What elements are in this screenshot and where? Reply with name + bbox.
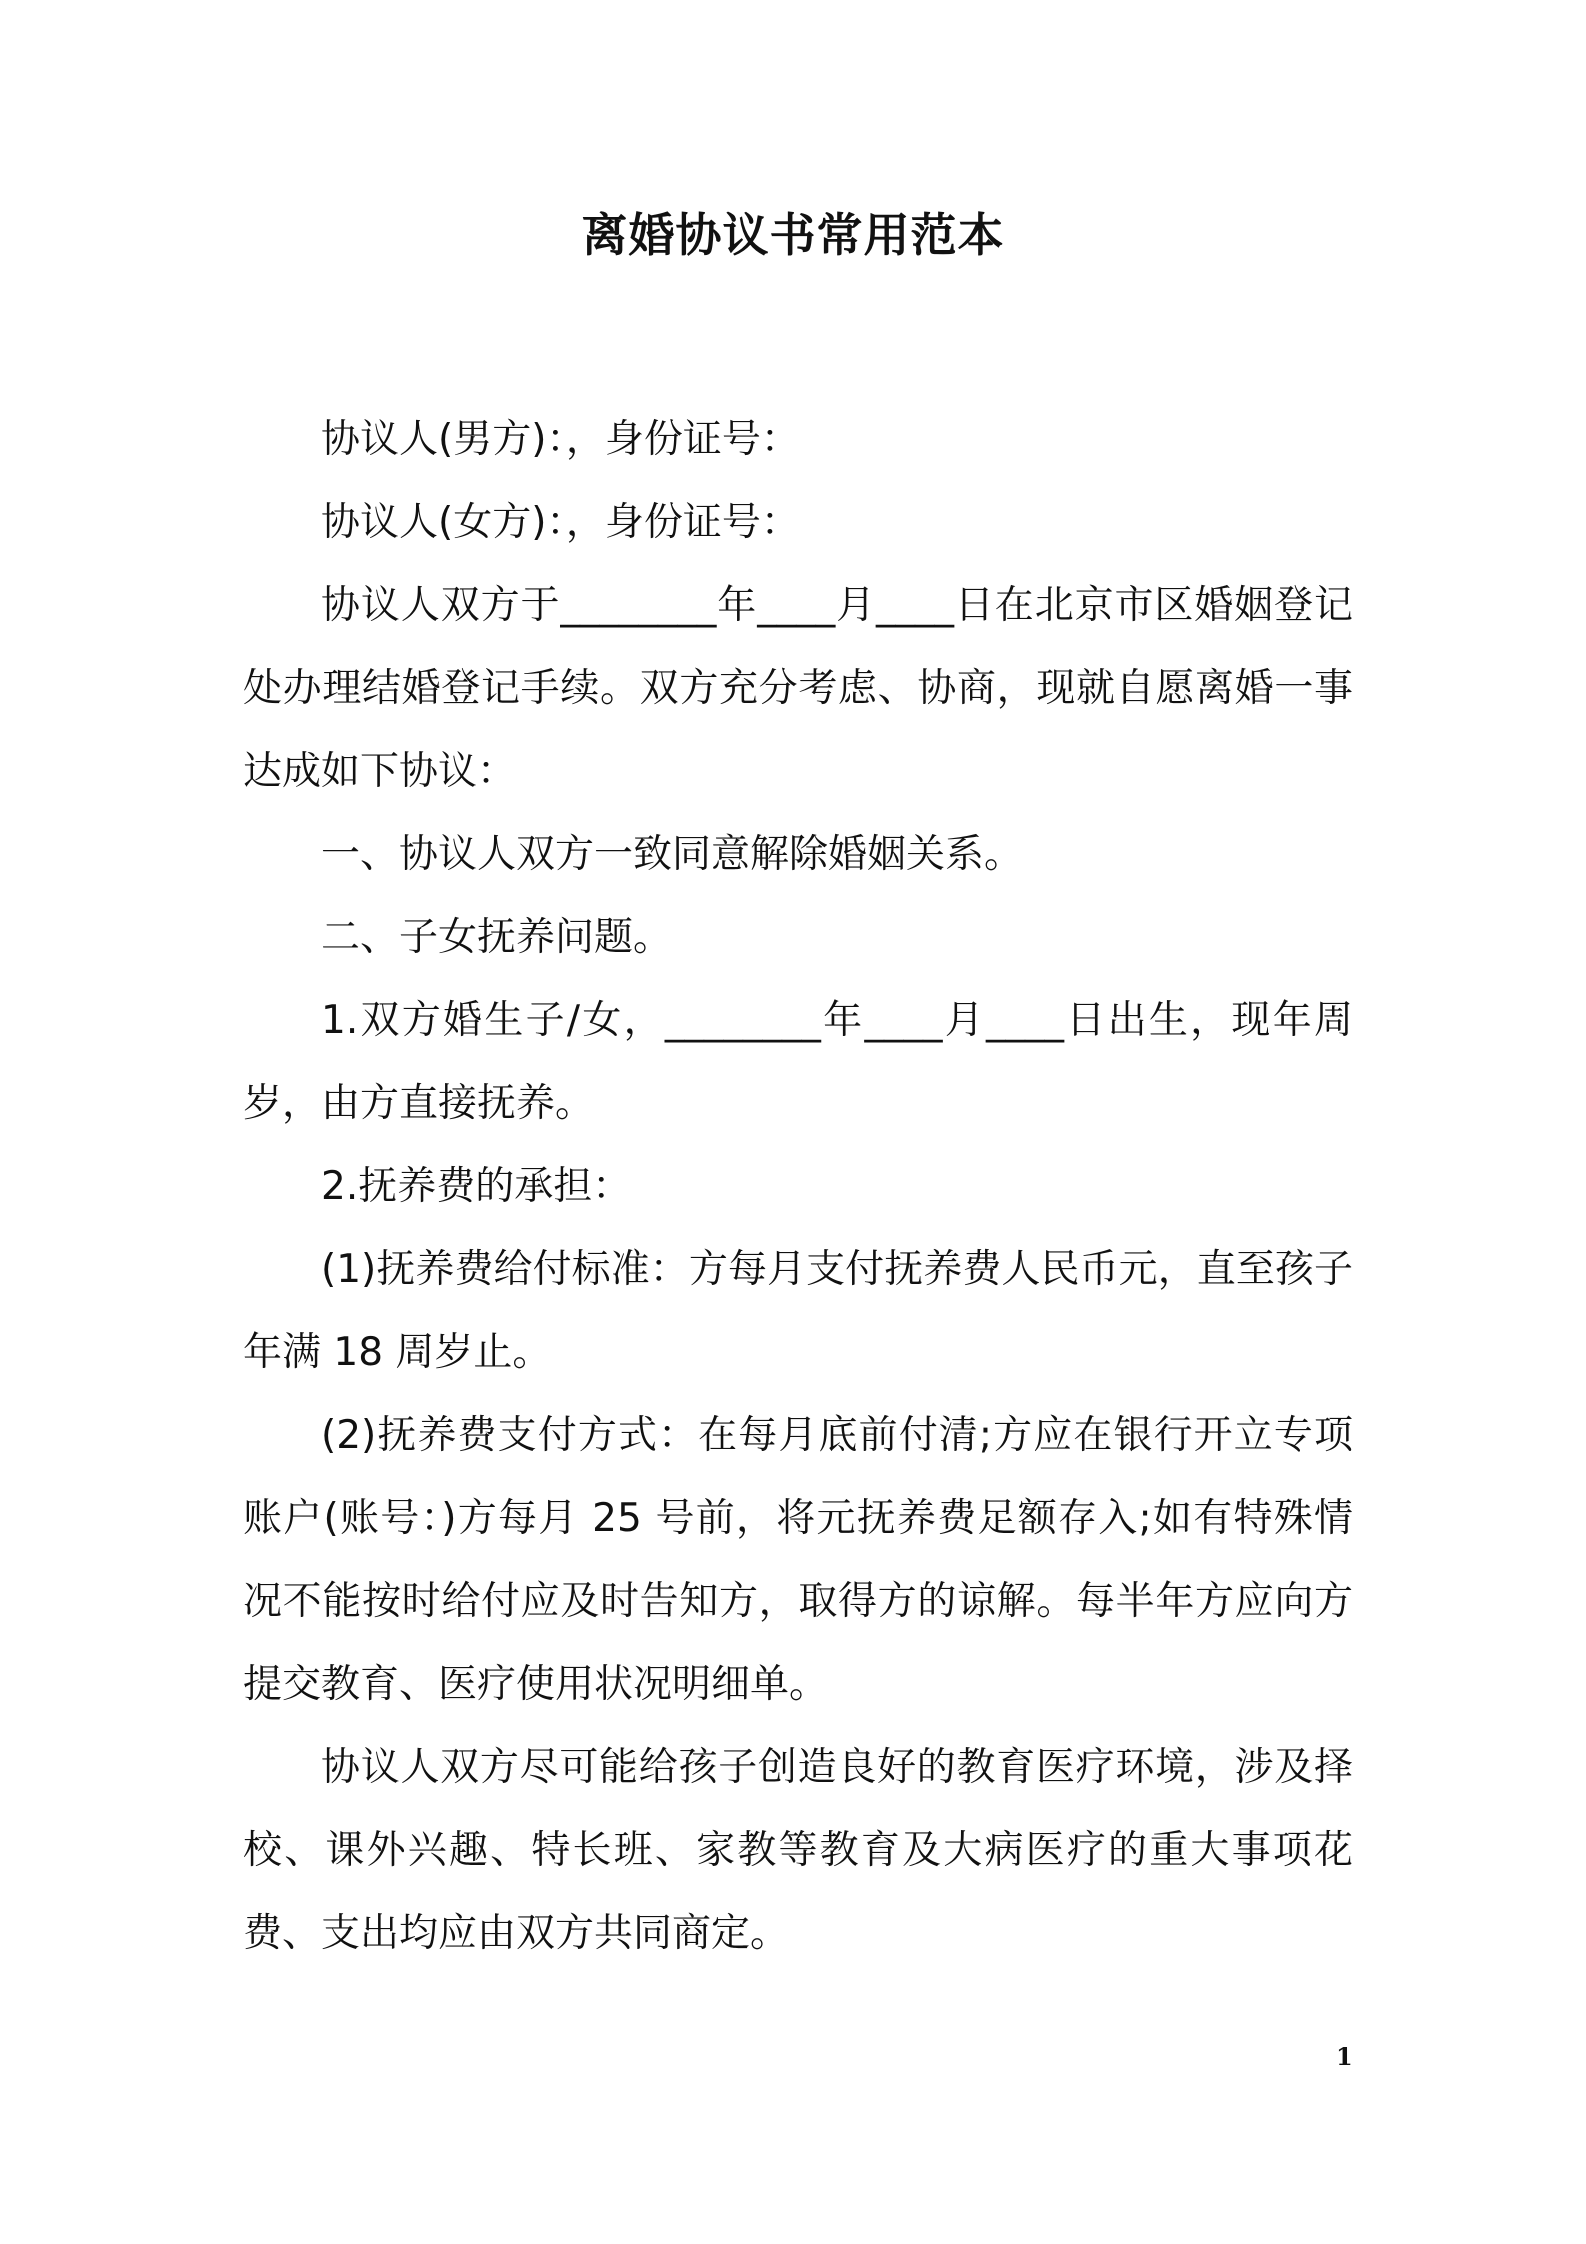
paragraph-clause-two: 二、子女抚养问题。 — [321, 915, 673, 960]
document-title: 离婚协议书常用范本 — [581, 208, 1005, 262]
paragraph-male-party: 协议人(男方)：，身份证号： — [321, 417, 800, 462]
paragraph-education-medical: 协议人双方尽可能给孩子创造良好的教育医疗环境，涉及择校、课外兴趣、特长班、家教等教育及大病医疗的重大事项花费、支出均应由双方共同商定。 — [243, 1745, 1353, 1956]
paragraph-support-payment: (2)抚养费支付方式：在每月底前付清;方应在银行开立专项账户(账号：)方每月 25 号前，将元抚养费足额存入;如有特殊情况不能按时给付应及时告知方，取得方的谅解。每半年方应向方提交教育、医疗使用状况明细单。 — [243, 1413, 1353, 1707]
paragraph-support-heading: 2.抚养费的承担： — [321, 1164, 632, 1209]
page-number: 1 — [1336, 2042, 1353, 2071]
paragraph-female-party: 协议人(女方)：，身份证号： — [321, 500, 800, 545]
paragraph-clause-one: 一、协议人双方一致同意解除婚姻关系。 — [321, 832, 1024, 877]
paragraph-support-standard: (1)抚养费给付标准：方每月支付抚养费人民币元，直至孩子年满 18 周岁止。 — [243, 1247, 1353, 1375]
document-body — [243, 398, 1353, 1975]
paragraph-marriage-registration: 协议人双方于________年____月____日在北京市区婚姻登记处办理结婚登记手续。双方充分考虑、协商，现就自愿离婚一事达成如下协议： — [243, 583, 1353, 794]
paragraph-child-info: 1.双方婚生子/女，________年____月____日出生，现年周岁，由方直接抚养。 — [243, 998, 1353, 1126]
